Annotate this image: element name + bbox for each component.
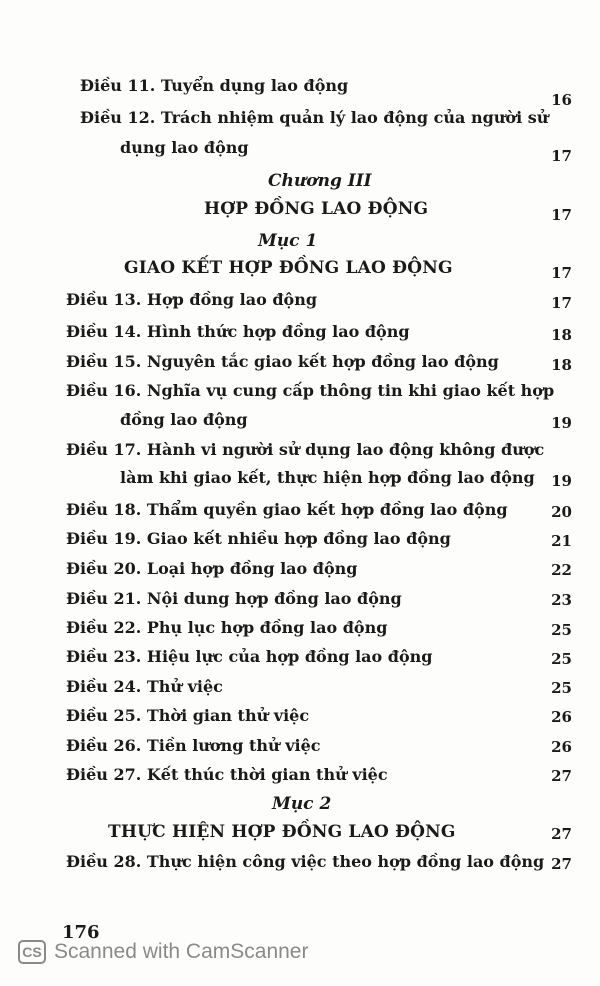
toc-page-number: 17 bbox=[551, 147, 572, 165]
toc-page-number: 18 bbox=[551, 356, 572, 374]
section-title: GIAO KẾT HỢP ĐỒNG LAO ĐỘNG bbox=[124, 258, 453, 278]
toc-page-number: 26 bbox=[551, 708, 572, 726]
page-number: 176 bbox=[62, 922, 100, 943]
toc-page-number: 19 bbox=[551, 414, 572, 432]
toc-page-number: 17 bbox=[551, 264, 572, 282]
toc-page-number: 25 bbox=[551, 650, 572, 668]
toc-page-number: 25 bbox=[551, 621, 572, 639]
toc-page-number: 18 bbox=[551, 326, 572, 344]
toc-entry-text: Điều 25. Thời gian thử việc bbox=[66, 706, 310, 725]
toc-page-number: 27 bbox=[551, 767, 572, 785]
toc-entry-text: Điều 28. Thực hiện công việc theo hợp đồng lao động bbox=[66, 852, 545, 871]
toc-entry-text: Điều 18. Thẩm quyền giao kết hợp đồng lao động bbox=[66, 500, 508, 519]
toc-entry-text: Điều 19. Giao kết nhiều hợp đồng lao động bbox=[66, 529, 451, 548]
toc-page-number: 27 bbox=[551, 825, 572, 843]
toc-entry-text: Điều 17. Hành vi người sử dụng lao động không được bbox=[66, 440, 545, 459]
toc-entry-text: Điều 22. Phụ lục hợp đồng lao động bbox=[66, 618, 388, 637]
section-heading: Mục 1 bbox=[258, 231, 318, 251]
chapter-heading: Chương III bbox=[268, 171, 372, 191]
toc-entry-text: dụng lao động bbox=[120, 138, 249, 157]
toc-entry-text: Điều 11. Tuyển dụng lao động bbox=[80, 76, 349, 95]
toc-page-number: 20 bbox=[551, 503, 572, 521]
toc-page-number: 17 bbox=[551, 206, 572, 224]
toc-page-number: 27 bbox=[551, 855, 572, 873]
toc-page-number: 23 bbox=[551, 591, 572, 609]
toc-entry-text: đồng lao động bbox=[120, 410, 248, 429]
section-title: THỰC HIỆN HỢP ĐỒNG LAO ĐỘNG bbox=[108, 822, 456, 842]
toc-page-number: 17 bbox=[551, 294, 572, 312]
toc-entry-text: Điều 13. Hợp đồng lao động bbox=[66, 290, 318, 309]
toc-entry-text: Điều 16. Nghĩa vụ cung cấp thông tin khi giao kết hợp bbox=[66, 381, 555, 400]
toc-page-number: 26 bbox=[551, 738, 572, 756]
toc-page-number: 19 bbox=[551, 472, 572, 490]
toc-entry-text: Điều 12. Trách nhiệm quản lý lao động của người sử bbox=[80, 108, 549, 127]
watermark-text: Scanned with CamScanner bbox=[54, 940, 309, 963]
toc-entry-text: Điều 24. Thử việc bbox=[66, 677, 223, 696]
chapter-title: HỢP ĐỒNG LAO ĐỘNG bbox=[204, 199, 429, 219]
toc-entry-text: Điều 23. Hiệu lực của hợp đồng lao động bbox=[66, 647, 433, 666]
toc-entry-text: Điều 15. Nguyên tắc giao kết hợp đồng lao động bbox=[66, 352, 499, 371]
toc-page-number: 21 bbox=[551, 532, 572, 550]
toc-page-number: 22 bbox=[551, 561, 572, 579]
camscanner-logo-icon: CS bbox=[18, 940, 46, 964]
toc-entry-text: Điều 21. Nội dung hợp đồng lao động bbox=[66, 589, 402, 608]
toc-entry-text: Điều 14. Hình thức hợp đồng lao động bbox=[66, 322, 410, 341]
camscanner-watermark bbox=[18, 940, 308, 964]
section-heading: Mục 2 bbox=[272, 794, 332, 814]
toc-entry-text: làm khi giao kết, thực hiện hợp đồng lao động bbox=[120, 468, 535, 487]
toc-page-number: 16 bbox=[551, 91, 572, 109]
toc-page-number: 25 bbox=[551, 679, 572, 697]
toc-entry-text: Điều 27. Kết thúc thời gian thử việc bbox=[66, 765, 388, 784]
toc-entry-text: Điều 26. Tiền lương thử việc bbox=[66, 736, 321, 755]
toc-entry-text: Điều 20. Loại hợp đồng lao động bbox=[66, 559, 358, 578]
